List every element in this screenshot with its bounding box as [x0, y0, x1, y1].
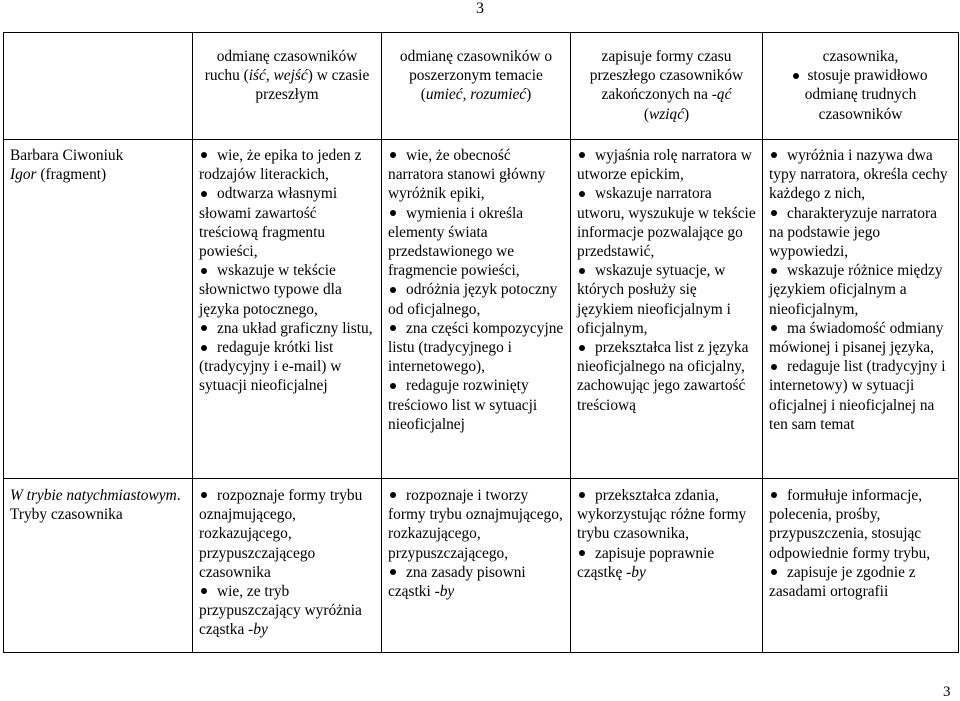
header-cell-4: czasownika, stosuje prawidłowo odmianę trudnych czasowników: [763, 33, 959, 140]
bullet-list: [577, 146, 756, 415]
list-item: wie, że obecność narratora stanowi główny wyróżnik epiki,: [388, 147, 546, 203]
tryby-col-2: [382, 479, 571, 653]
list-item: wskazuje w tekście słownictwo typowe dla języka potocznego,: [199, 262, 342, 318]
list-item: ma świadomość odmiany mówionej i pisanej języka,: [769, 319, 944, 357]
header-cell-2: odmianę czasowników o poszerzonym temacie (umieć, rozumieć): [382, 33, 571, 140]
list-item: rozpoznaje formy trybu oznajmującego, rozkazującego, przypuszczającego czasownika: [199, 487, 363, 581]
bullet-icon: [579, 345, 585, 351]
page-number-top: 3: [476, 0, 484, 17]
list-item: wymienia i określa elementy świata przedstawionego we fragmencie powieści,: [388, 204, 524, 280]
list-item: wyjaśnia rolę narratora w utworze epickim,: [577, 147, 752, 184]
bullet-icon: [390, 325, 396, 331]
igor-col-2: [382, 140, 571, 479]
tryby-col-4: [763, 479, 959, 653]
list-item: redaguje rozwinięty treściowo list w sytuacji nieoficjalnej: [388, 377, 538, 433]
bullet-icon: [771, 268, 777, 274]
bullet-icon: [390, 210, 396, 216]
list-item: zapisuje poprawnie cząstkę -by: [577, 544, 715, 581]
bullet-icon: [771, 569, 777, 575]
list-item: charakteryzuje narratora na podstawie jego wypowiedzi,: [769, 204, 937, 261]
row-igor: [4, 140, 959, 479]
list-item: wyróżnia i nazywa dwa typy narratora, określa cechy każdego z nich,: [769, 147, 948, 203]
list-item: zna części kompozycyjne listu (tradycyjnego i internetowego),: [388, 319, 564, 376]
igor-col-1: [193, 140, 382, 479]
header-cell-3: zapisuje formy czasu przeszłego czasowników zakończonych na -ąć (wziąć): [571, 33, 763, 140]
list-item: wskazuje narratora utworu, wyszukuje w tekście informacje pozwalające go przedstawić,: [577, 185, 756, 261]
bullet-icon: [201, 588, 207, 594]
bullet-icon: [579, 191, 585, 197]
igor-col-3: [571, 140, 763, 479]
list-item: zapisuje je zgodnie z zasadami ortografii: [769, 563, 916, 601]
bullet-icon: [390, 287, 396, 293]
list-item: formułuje informacje, polecenia, prośby, przypuszczenia, stosując odpowiednie formy trybu,: [769, 487, 931, 562]
list-item: przekształca zdania, wykorzystując różne formy trybu czasownika,: [577, 487, 747, 543]
row-label-tryby: W trybie natychmiastowym. Tryby czasownika: [4, 479, 193, 653]
bullet-icon: [390, 383, 396, 389]
list-item: rozpoznaje i tworzy formy trybu oznajmującego, rozkazującego, przypuszczającego,: [388, 487, 563, 562]
bullet-icon: [771, 364, 777, 370]
bullet-icon: [201, 268, 207, 274]
bullet-list: [388, 146, 564, 434]
bullet-icon: [579, 492, 585, 498]
list-item: zna układ graficzny listu,: [199, 319, 375, 338]
bullet-icon: [771, 210, 777, 216]
bullet-list: [388, 486, 564, 601]
bullet-icon: [793, 73, 799, 79]
list-item: zna zasady pisowni cząstki -by: [388, 563, 526, 601]
bullet-icon: [771, 492, 777, 498]
curriculum-table: [3, 32, 959, 653]
list-item: redaguje krótki list (tradycyjny i e-mail) w sytuacji nieoficjalnej: [199, 339, 342, 395]
page-number-bottom: 3: [943, 684, 951, 700]
row-tryby: [4, 479, 959, 653]
bullet-icon: [201, 492, 207, 498]
list-item: wie, ze tryb przypuszczający wyróżnia cząstka -by: [199, 583, 362, 639]
list-item: wskazuje sytuacje, w których posłuży się językiem nieoficjalnym i oficjalnym,: [577, 262, 731, 337]
bullet-icon: [201, 152, 207, 158]
tryby-col-1: [193, 479, 382, 653]
bullet-icon: [579, 268, 585, 274]
bullet-list: [199, 146, 375, 396]
bullet-icon: [390, 492, 396, 498]
bullet-list: [769, 486, 952, 601]
list-item: wie, że epika to jeden z rodzajów literackich,: [199, 147, 362, 184]
header-cell-1: odmianę czasowników ruchu (iść, wejść) w czasie przeszłym: [193, 33, 382, 140]
header-row: [4, 33, 959, 140]
bullet-icon: [579, 152, 585, 158]
bullet-icon: [201, 191, 207, 197]
header-cell-empty: [4, 33, 193, 140]
bullet-icon: [771, 325, 777, 331]
bullet-icon: [771, 152, 777, 158]
bullet-icon: [390, 569, 396, 575]
bullet-icon: [201, 345, 207, 351]
bullet-icon: [579, 550, 585, 556]
bullet-list: [769, 146, 952, 434]
bullet-list: [577, 486, 756, 582]
list-item: redaguje list (tradycyjny i internetowy) w sytuacji oficjalnej i nieoficjalnej na ten sam temat: [769, 358, 946, 433]
row-label-igor: Barbara Ciwoniuk Igor (fragment): [4, 140, 193, 479]
list-item: odtwarza własnymi słowami zawartość treściową fragmentu powieści,: [199, 185, 338, 261]
tryby-col-3: [571, 479, 763, 653]
bullet-list: [199, 486, 375, 640]
list-item: odróżnia język potoczny od oficjalnego,: [388, 281, 558, 318]
list-item: wskazuje różnice między językiem oficjalnym a nieoficjalnym,: [769, 262, 943, 318]
bullet-icon: [201, 325, 207, 331]
list-item: przekształca list z języka nieoficjalnego na oficjalny, zachowując jego zawartość treściową: [577, 339, 749, 414]
bullet-icon: [390, 152, 396, 158]
igor-col-4: [763, 140, 959, 479]
